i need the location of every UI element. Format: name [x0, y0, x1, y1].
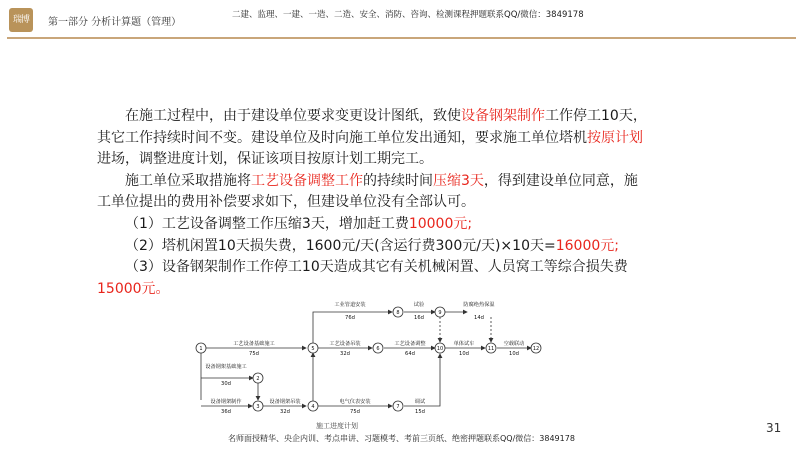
activity-duration: 30d: [221, 381, 231, 387]
node-label: 7: [396, 404, 400, 410]
node-label: 8: [396, 310, 400, 316]
activity-duration: 36d: [221, 409, 231, 415]
node-label: 12: [532, 346, 540, 352]
body-text: [97, 106, 647, 300]
activity-name: 设备钢架基础施工: [205, 364, 247, 370]
top-banner: 二建、监理、一建、一造、二造、安全、消防、咨询、检测课程押题联系QQ/微信：3849178: [232, 10, 584, 20]
activity-duration: 32d: [340, 351, 350, 357]
activity-duration: 15d: [415, 409, 425, 415]
activity-name: 设备钢架制作: [210, 399, 242, 405]
header-divider: [7, 37, 796, 39]
activity-duration: 10d: [509, 351, 519, 357]
paragraph-4: （2）塔机闲置10天损失费，1600元/天(含运行费300元/天)×10天=16000元;: [125, 237, 619, 254]
node-label: 11: [487, 346, 495, 352]
paragraph-2: 施工单位采取措施将工艺设备调整工作的持续时间压缩3天，得到建设单位同意，施工单位提出的费用补偿要求如下，但建设单位没有全部认可。: [97, 172, 638, 211]
section-title: 第一部分 分析计算题（管理）: [48, 17, 182, 28]
node-label: 1: [199, 346, 203, 352]
node-label: 2: [256, 376, 260, 382]
node-label: 10: [436, 346, 444, 352]
activity-duration: 14d: [474, 315, 484, 321]
activity-name: 工艺设备基础施工: [233, 341, 275, 347]
network-diagram: [190, 292, 550, 420]
diagram-caption: 施工进度计划: [316, 422, 358, 430]
activity-name: 单体试车: [453, 341, 475, 347]
activity-name: 工业管道安装: [334, 302, 366, 308]
logo: 瑞博: [9, 8, 33, 32]
node-label: 3: [256, 404, 260, 410]
page-number: 31: [766, 421, 782, 435]
activity-duration: 10d: [459, 351, 469, 357]
activity-duration: 64d: [405, 351, 415, 357]
activity-name: 试验: [413, 302, 425, 308]
activity-name: 工艺设备调整: [394, 341, 426, 347]
activity-name: 电气仪表安装: [339, 399, 371, 405]
activity-duration: 32d: [280, 409, 290, 415]
paragraph-5: （3）设备钢架制作工作停工10天造成其它有关机械闲置、人员窝工等综合损失费15000元。: [97, 259, 628, 297]
footer-banner: 名师面授精华、央企内训、考点串讲、习题模考、考前三页纸、绝密押题联系QQ/微信：3849178: [228, 434, 575, 443]
node-label: 6: [376, 346, 380, 352]
activity-duration: 76d: [345, 315, 355, 321]
paragraph-3: （1）工艺设备调整工作压缩3天，增加赶工费10000元;: [125, 215, 473, 232]
node-label: 9: [438, 310, 442, 316]
activity-name: 防腐绝热保温: [463, 302, 495, 308]
activity-duration: 75d: [350, 409, 360, 415]
activity-name: 调试: [414, 399, 426, 405]
activity-name: 空载联动: [503, 341, 525, 347]
activity-name: 工艺设备吊装: [329, 341, 361, 347]
node-label: 5: [311, 346, 315, 352]
activity-duration: 75d: [249, 351, 259, 357]
activity-duration: 16d: [414, 315, 424, 321]
node-label: 4: [311, 404, 315, 410]
activity-name: 设备钢架吊装: [269, 399, 301, 405]
paragraph-1: 在施工过程中，由于建设单位要求变更设计图纸，致使设备钢架制作工作停工10天，其它工作持续时间不变。建设单位及时向施工单位发出通知，要求施工单位塔机按原计划进场，调整进度计划，保证该项目按原计划工期完工。: [97, 108, 647, 168]
